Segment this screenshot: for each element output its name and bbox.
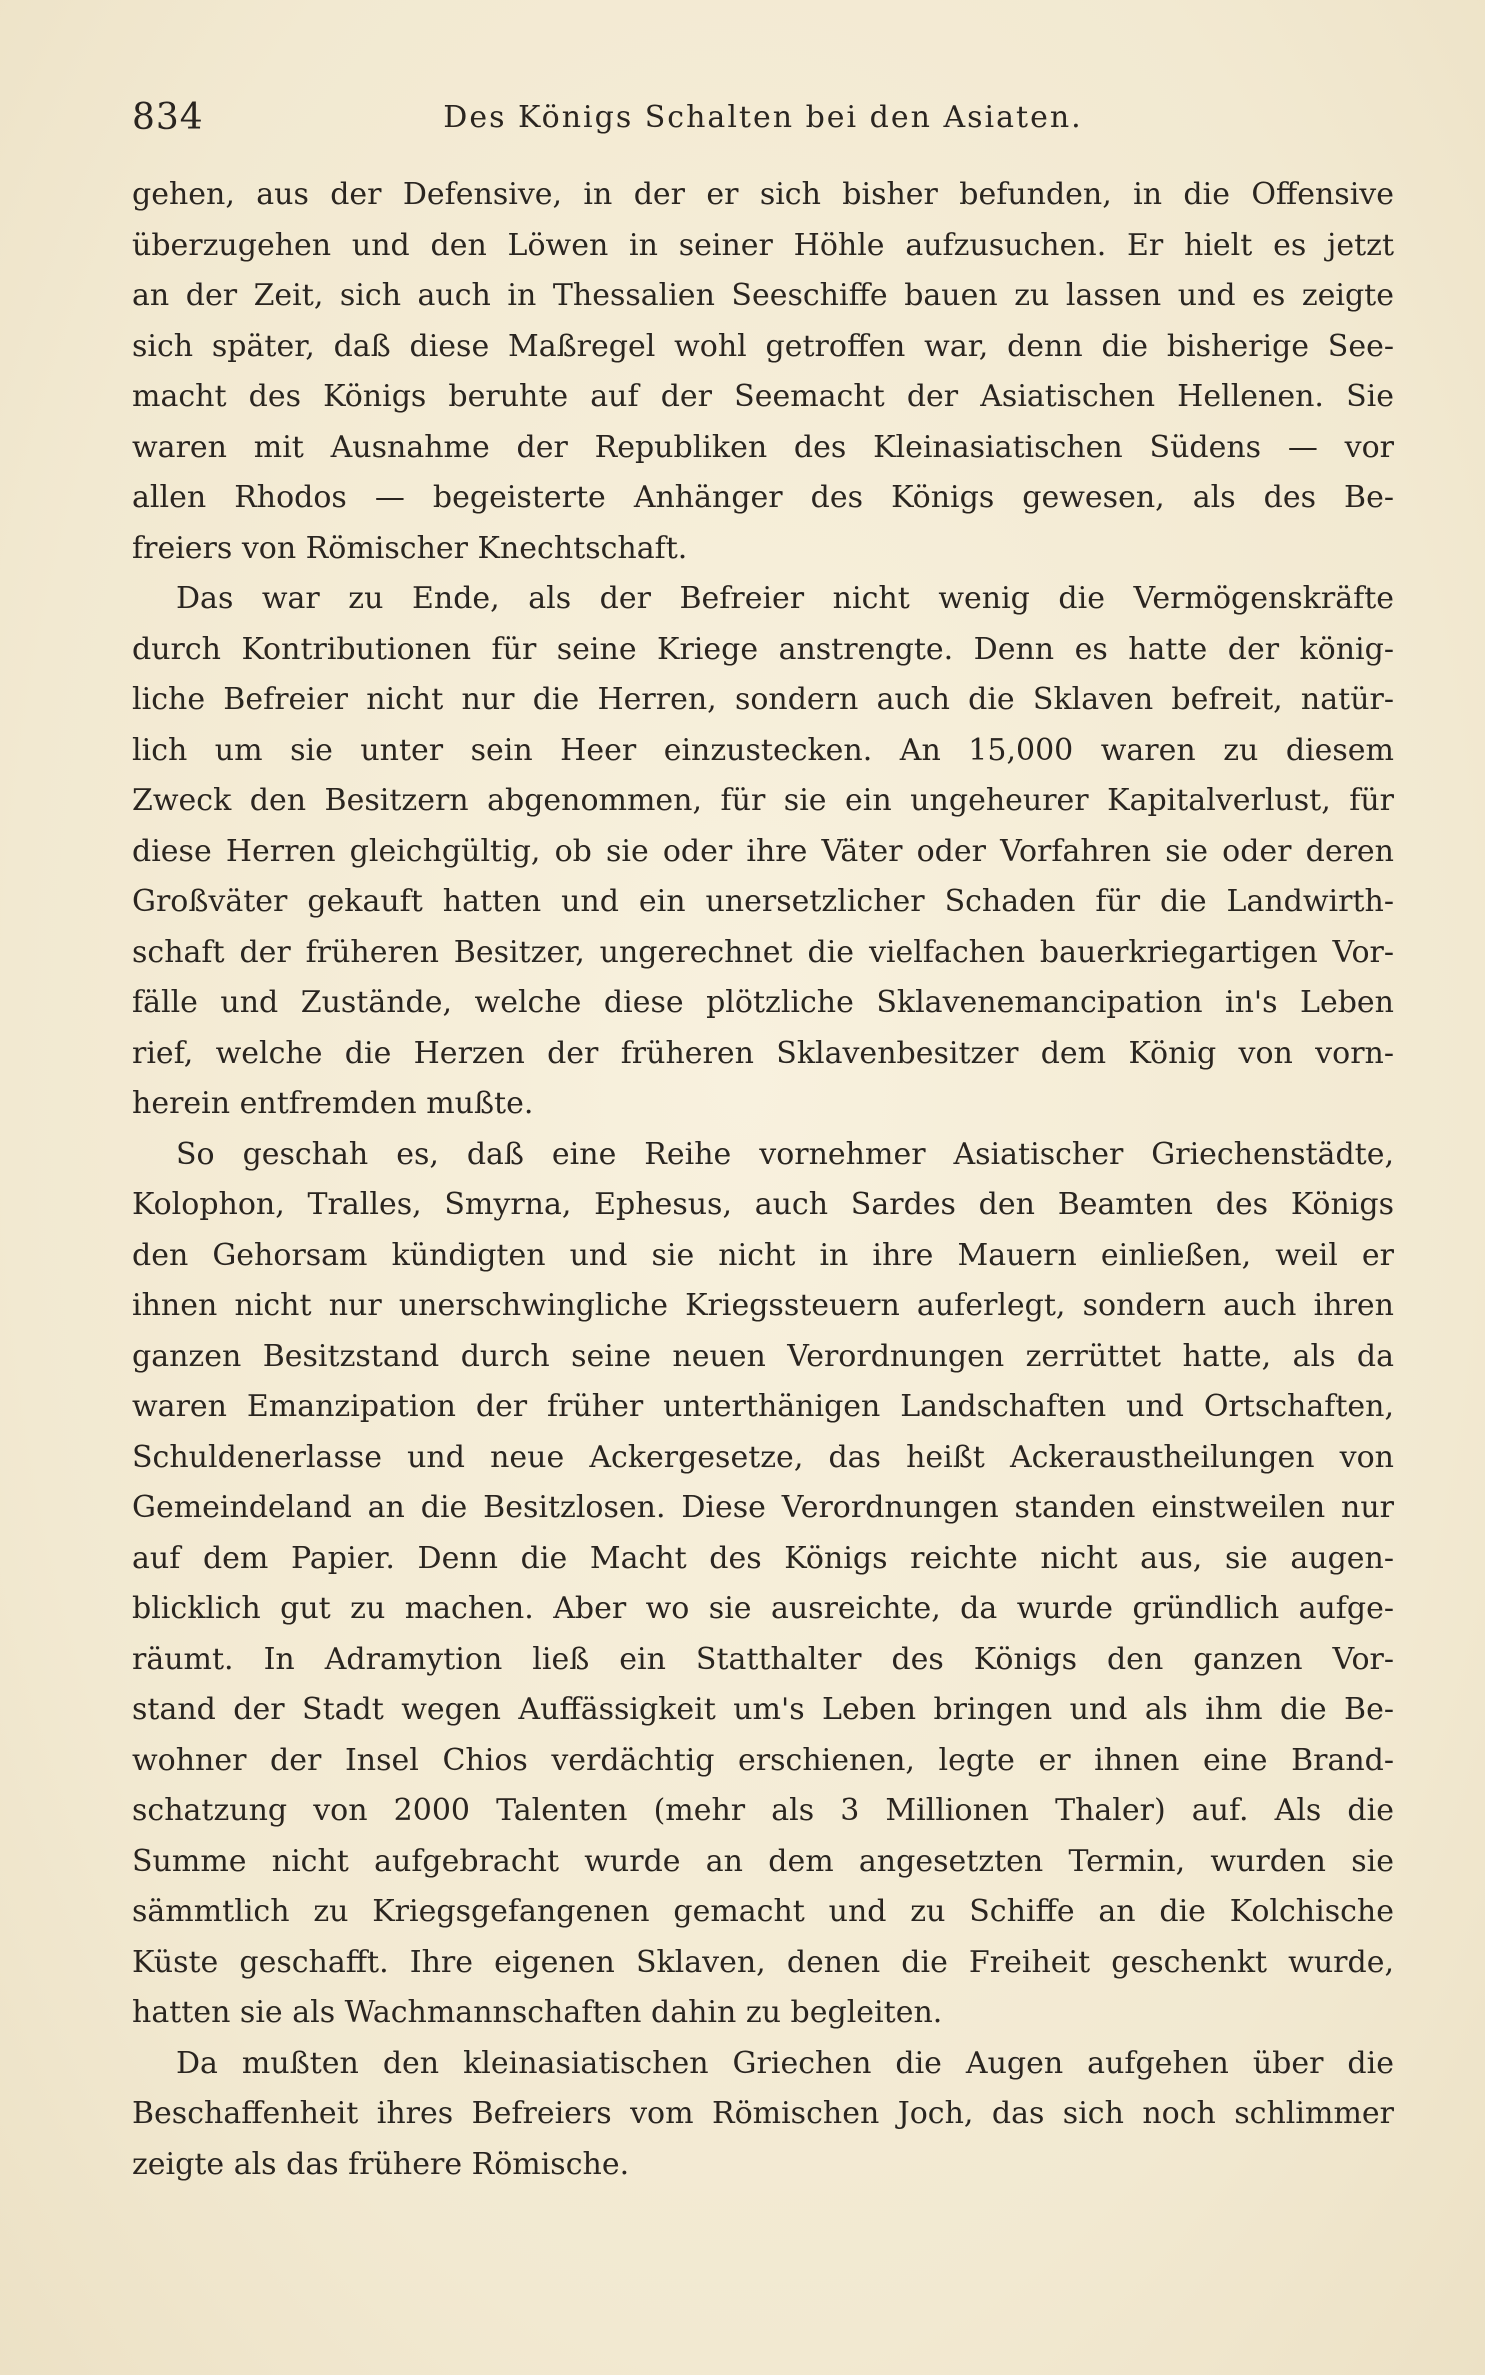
page-number: 834	[132, 97, 204, 138]
text-line: schatzung von 2000 Talenten (mehr als 3 Millionen Thaler) auf. Als die	[132, 1793, 1394, 1828]
text-line: Da mußten den kleinasiatischen Griechen die Augen aufgehen über die	[176, 2045, 1394, 2081]
text-line: an der Zeit, sich auch in Thessalien Seeschiffe bauen zu lassen und es zeigte	[132, 278, 1394, 313]
text-line: durch Kontributionen für seine Kriege anstrengte. Denn es hatte der könig-	[132, 631, 1394, 667]
text-line: lich um sie unter sein Heer einzustecken. An 15,000 waren zu diesem	[132, 732, 1394, 768]
text-line: diese Herren gleichgültig, ob sie oder ihre Väter oder Vorfahren sie oder deren	[132, 833, 1394, 869]
text-line: ganzen Besitzstand durch seine neuen Verordnungen zerrüttet hatte, als da	[132, 1338, 1394, 1374]
text-line: wohner der Insel Chios verdächtig erschienen, legte er ihnen eine Brand-	[132, 1742, 1394, 1778]
text-line: ihnen nicht nur unerschwingliche Kriegssteuern auferlegt, sondern auch ihren	[132, 1288, 1394, 1323]
text-line: sich später, daß diese Maßregel wohl getroffen war, denn die bisherige See-	[132, 328, 1394, 364]
running-head: Des Königs Schalten bei den Asiaten.	[443, 100, 1083, 135]
text-line: schaft der früheren Besitzer, ungerechnet die vielfachen bauerkriegartigen Vor-	[132, 934, 1394, 970]
text-line: So geschah es, daß eine Reihe vornehmer Asiatischer Griechenstädte,	[176, 1136, 1394, 1172]
text-line: allen Rhodos — begeisterte Anhänger des Königs gewesen, als des Be-	[132, 480, 1394, 515]
text-line: Gemeindeland an die Besitzlosen. Diese Verordnungen standen einstweilen nur	[132, 1490, 1394, 1525]
page-header	[132, 88, 1394, 148]
text-line: blicklich gut zu machen. Aber wo sie ausreichte, da wurde gründlich aufge-	[132, 1591, 1394, 1626]
text-line: überzugehen und den Löwen in seiner Höhle aufzusuchen. Er hielt es jetzt	[132, 227, 1394, 263]
text-line: waren Emanzipation der früher unterthänigen Landschaften und Ortschaften,	[132, 1389, 1394, 1424]
text-line: freiers von Römischer Knechtschaft.	[132, 530, 688, 566]
text-line: gehen, aus der Defensive, in der er sich bisher befunden, in die Offensive	[132, 177, 1394, 212]
text-line: herein entfremden mußte.	[132, 1086, 534, 1121]
text-line: rief, welche die Herzen der früheren Sklavenbesitzer dem König von vorn-	[132, 1035, 1394, 1071]
text-line: fälle und Zustände, welche diese plötzliche Sklavenemancipation in's Leben	[132, 985, 1394, 1020]
text-line: Summe nicht aufgebracht wurde an dem angesetzten Termin, wurden sie	[132, 1843, 1394, 1879]
text-line: zeigte als das frühere Römische.	[132, 2146, 630, 2182]
text-line: Das war zu Ende, als der Befreier nicht wenig die Vermögenskräfte	[176, 581, 1394, 616]
text-line: den Gehorsam kündigten und sie nicht in ihre Mauern einließen, weil er	[132, 1237, 1394, 1273]
text-line: waren mit Ausnahme der Republiken des Kleinasiatischen Südens — vor	[132, 429, 1394, 465]
text-line: hatten sie als Wachmannschaften dahin zu begleiten.	[132, 1995, 943, 2030]
text-line: Zweck den Besitzern abgenommen, für sie ein ungeheurer Kapitalverlust, für	[132, 783, 1394, 818]
text-line: Küste geschafft. Ihre eigenen Sklaven, denen die Freiheit geschenkt wurde,	[132, 1944, 1394, 1980]
text-line: macht des Königs beruhte auf der Seemacht der Asiatischen Hellenen. Sie	[132, 379, 1394, 414]
text-line: stand der Stadt wegen Auffässigkeit um's Leben bringen und als ihm die Be-	[132, 1692, 1394, 1727]
text-line: Kolophon, Tralles, Smyrna, Ephesus, auch Sardes den Beamten des Königs	[132, 1187, 1394, 1222]
text-line: Beschaffenheit ihres Befreiers vom Römischen Joch, das sich noch schlimmer	[132, 2096, 1394, 2131]
text-line: liche Befreier nicht nur die Herren, sondern auch die Sklaven befreit, natür-	[132, 682, 1394, 717]
text-line: auf dem Papier. Denn die Macht des Königs reichte nicht aus, sie augen-	[132, 1540, 1394, 1576]
text-line: sämmtlich zu Kriegsgefangenen gemacht und zu Schiffe an die Kolchische	[132, 1894, 1394, 1929]
body-text	[132, 170, 1394, 2190]
text-line: Großväter gekauft hatten und ein unersetzlicher Schaden für die Landwirth-	[132, 884, 1394, 919]
text-line: Schuldenerlasse und neue Ackergesetze, das heißt Ackeraustheilungen von	[132, 1439, 1394, 1475]
text-line: räumt. In Adramytion ließ ein Statthalter des Königs den ganzen Vor-	[132, 1641, 1394, 1677]
